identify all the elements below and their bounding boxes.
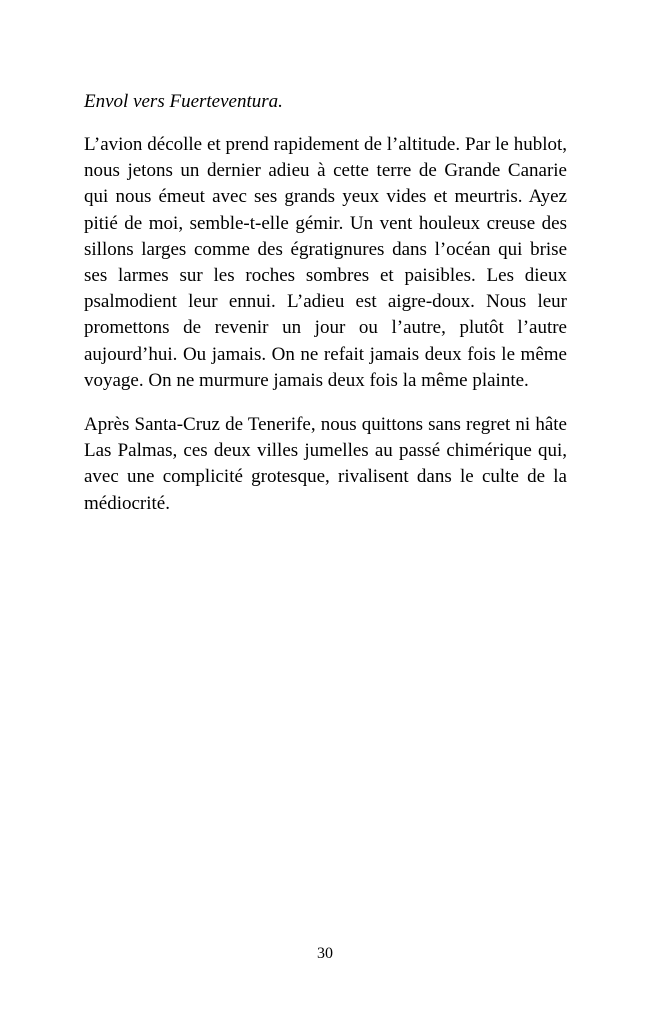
page-body — [84, 89, 567, 535]
section-heading: Envol vers Fuerteventura. — [84, 91, 283, 112]
paragraph-2: Après Santa-Cruz de Tenerife, nous quittons sans regret ni hâte Las Palmas, ces deux villes jumelles au passé chimérique qui, avec une complicité grotesque, rivalisent dans le culte de la médiocrité. — [84, 414, 567, 514]
page-number: 30 — [317, 945, 333, 962]
paragraph-1: L’avion décolle et prend rapidement de l’altitude. Par le hublot, nous jetons un dernier adieu à cette terre de Grande Canarie qui nous émeut avec ses grands yeux vides et meurtris. Ayez pitié de moi, semble-t-elle gémir. Un vent houleux creuse des sillons larges comme des égratignures dans l’océan qui brise ses larmes sur les roches sombres et paisibles. Les dieux psalmodient leur ennui. L’adieu est aigre-doux. Nous leur promettons de revenir un jour ou l’autre, plutôt l’autre aujourd’hui. Ou jamais. On ne refait jamais deux fois le même voyage. On ne murmure jamais deux fois la même plainte. — [84, 134, 567, 391]
